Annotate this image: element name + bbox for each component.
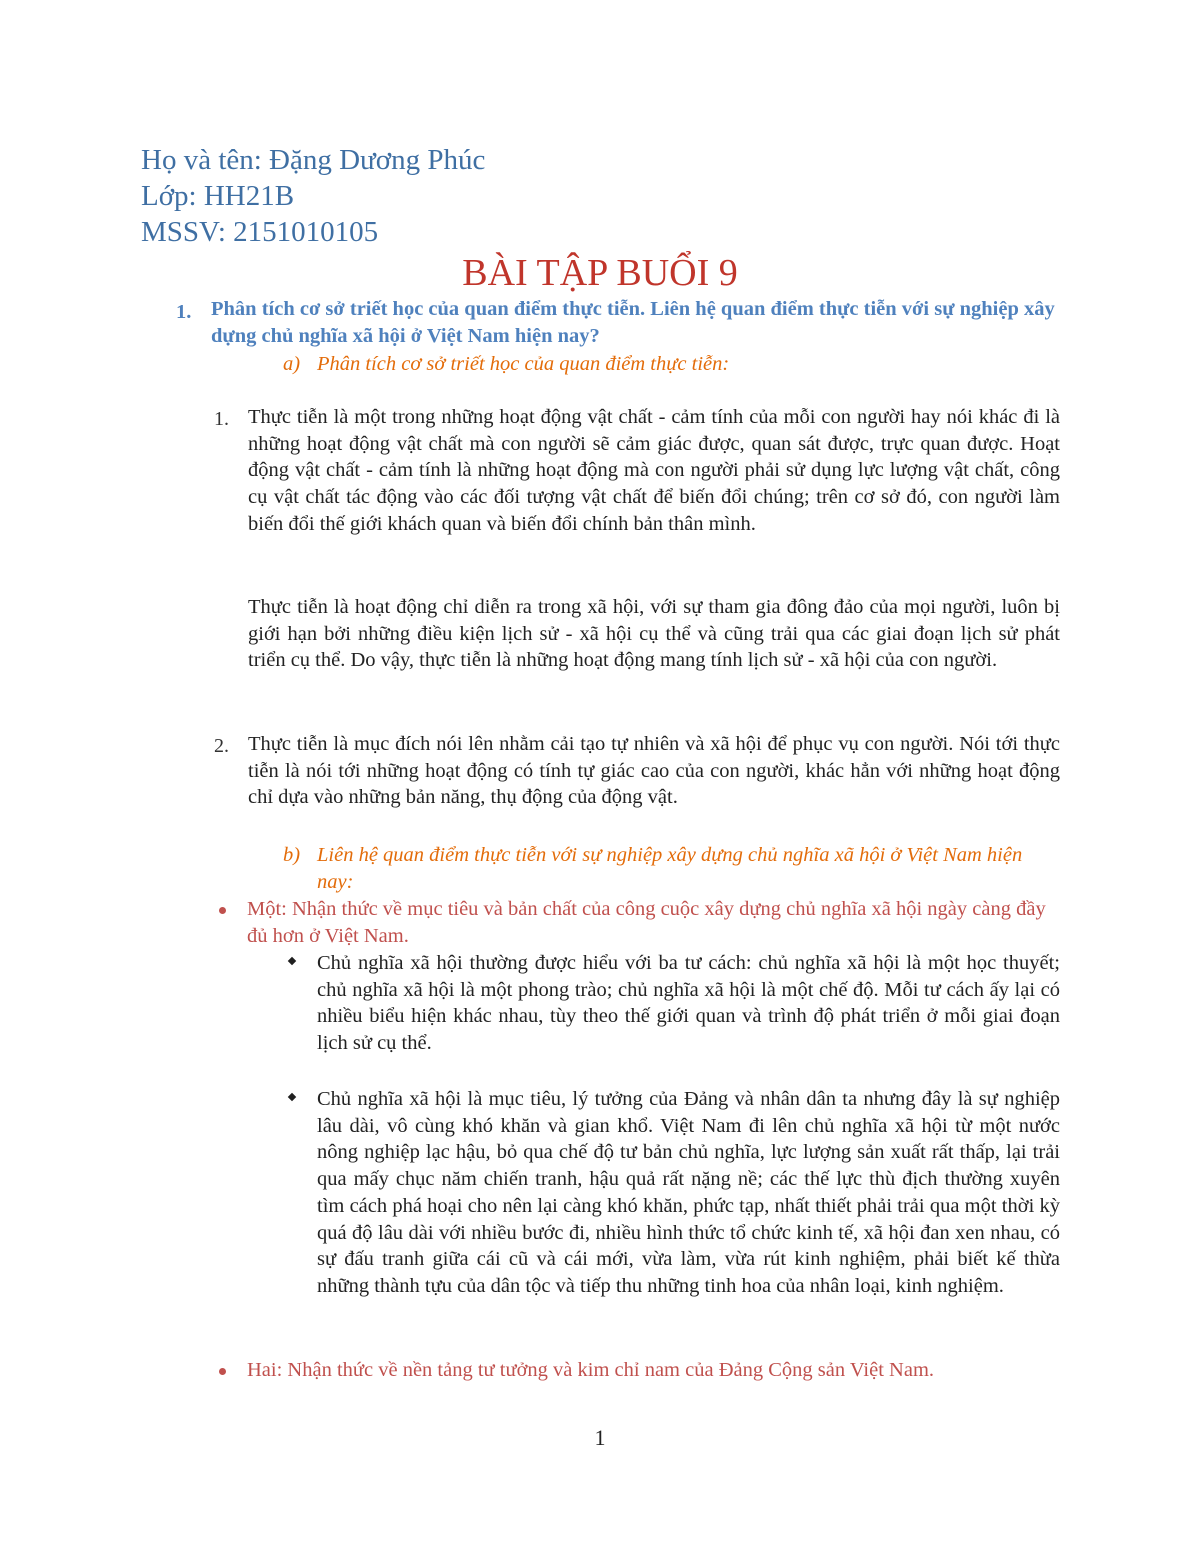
point-2-paragraph: Thực tiễn là mục đích nói lên nhằm cải tạo tự nhiên và xã hội để phục vụ con người. Nói tới thực tiễn là nói tới những hoạt động có tính tự giác cao của con người, khác hẳn với những hoạt động chỉ dựa vào những bản năng, thụ động của động vật. <box>248 733 1060 809</box>
bullet-one-text: Một: Nhận thức về mục tiêu và bản chất của công cuộc xây dựng chủ nghĩa xã hội ngày càng đầy đủ hơn ở Việt Nam. <box>247 898 1046 947</box>
point-1-label: 1. <box>214 408 229 430</box>
question-text: Phân tích cơ sở triết học của quan điểm thực tiễn. Liên hệ quan điểm thực tiễn với sự nghiệp xây dựng chủ nghĩa xã hội ở Việt Nam hiện nay? <box>211 298 1055 347</box>
bullet-two-marker <box>219 1368 226 1375</box>
sub-bullet-2-text: Chủ nghĩa xã hội là mục tiêu, lý tưởng của Đảng và nhân dân ta nhưng đây là sự nghiệp lâu dài, vô cùng khó khăn và gian khổ. Việt Nam đi lên chủ nghĩa xã hội từ một nước nông nghiệp lạc hậu, bỏ qua chế độ tư bản chủ nghĩa, lực lượng sản xuất rất thấp, lại trải qua mấy chục năm chiến tranh, hậu quả rất nặng nề; các thế lực thù địch thường xuyên tìm cách phá hoại cho nên lại càng khó khăn, phức tạp, nhất thiết phải trải qua một thời kỳ quá độ lâu dài với nhiều bước đi, nhiều hình thức tổ chức kinh tế, xã hội đan xen nhau, có sự đấu tranh giữa cái cũ và cái mới, vừa làm, vừa rút kinh nghiệm, phải biết kế thừa những thành tựu của dân tộc và tiếp thu những tinh hoa của nhân loại, kinh nghiệm. <box>317 1088 1060 1297</box>
point-1-paragraph-2: Thực tiễn là hoạt động chỉ diễn ra trong xã hội, với sự tham gia đông đảo của mọi người, luôn bị giới hạn bởi những điều kiện lịch sử - xã hội cụ thể và cũng trải qua các giai đoạn lịch sử phát triển cụ thể. Do vậy, thực tiễn là những hoạt động mang tính lịch sử - xã hội của con người. <box>248 596 1060 672</box>
sub-bullet-2-marker <box>288 1093 296 1101</box>
question-number: 1. <box>176 301 192 323</box>
student-name: Họ và tên: Đặng Dương Phúc <box>141 144 486 176</box>
part-b-heading: Liên hệ quan điểm thực tiễn với sự nghiệp xây dựng chủ nghĩa xã hội ở Việt Nam hiện nay: <box>317 844 1023 893</box>
part-a-label: a) <box>283 353 301 375</box>
sub-bullet-1-text: Chủ nghĩa xã hội thường được hiểu với ba tư cách: chủ nghĩa xã hội là một học thuyết; chủ nghĩa xã hội là một phong trào; chủ nghĩa xã hội là một chế độ. Mỗi tư cách ấy lại có nhiều biểu hiện khác nhau, tùy theo thế giới quan và trình độ phát triển ở mỗi giai đoạn lịch sử cụ thể. <box>317 952 1060 1055</box>
bullet-two-text: Hai: Nhận thức về nền tảng tư tưởng và kim chỉ nam của Đảng Cộng sản Việt Nam. <box>247 1359 935 1381</box>
student-class: Lớp: HH21B <box>141 180 295 212</box>
point-2-label: 2. <box>214 735 229 757</box>
bullet-one-marker <box>219 907 226 914</box>
point-1-paragraph-1: Thực tiễn là một trong những hoạt động vật chất - cảm tính của mỗi con người hay nói khác đi là những hoạt động vật chất mà con người sẽ cảm giác được, quan sát được, trực quan được. Hoạt động vật chất - cảm tính là những hoạt động mà con người phải sử dụng lực lượng vật chất, công cụ vật chất tác động vào các đối tượng vật chất để biến đổi chúng; trên cơ sở đó, con người làm biến đổi thế giới khách quan và biến đổi chính bản thân mình. <box>248 406 1060 535</box>
page-number: 1 <box>594 1425 606 1450</box>
sub-bullet-1-marker <box>288 957 296 965</box>
student-id: MSSV: 2151010105 <box>141 216 379 248</box>
part-a-heading: Phân tích cơ sở triết học của quan điểm thực tiễn: <box>317 353 730 375</box>
document-title: BÀI TẬP BUỔI 9 <box>462 252 738 294</box>
part-b-label: b) <box>283 844 301 866</box>
